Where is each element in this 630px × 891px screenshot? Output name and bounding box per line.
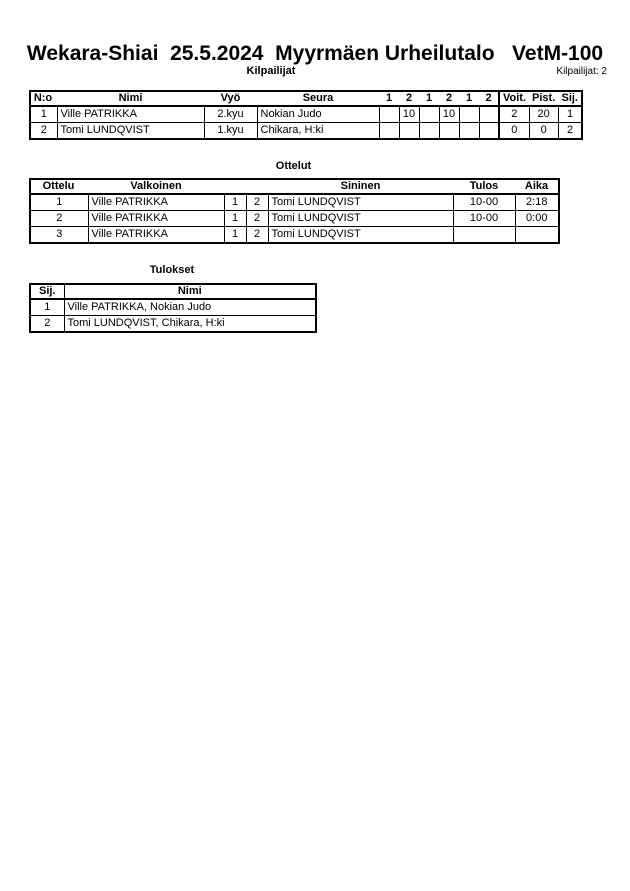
competitor-name: Tomi LUNDQVIST	[57, 123, 204, 140]
blue-player-number: 2	[246, 211, 268, 227]
match-row	[30, 211, 559, 227]
results-header-row	[30, 284, 316, 299]
score-cell	[399, 123, 419, 140]
col-header-score2: 2	[399, 91, 419, 106]
white-player-number: 1	[224, 194, 246, 211]
col-header-vyo: Vyö	[204, 91, 257, 106]
wins-cell: 0	[499, 123, 529, 140]
result-name-club: Ville PATRIKKA, Nokian Judo	[64, 299, 316, 316]
col-header-voit: Voit.	[499, 91, 529, 106]
match-number: 1	[30, 194, 88, 211]
col-header-score4: 2	[439, 91, 459, 106]
result-row	[30, 299, 316, 316]
result-placement: 2	[30, 316, 64, 333]
score-cell	[459, 123, 479, 140]
section-title-kilpailijat: Kilpailijat	[246, 65, 296, 77]
score-cell	[379, 123, 399, 140]
score-cell	[479, 123, 499, 140]
match-result	[453, 227, 515, 244]
white-player-number: 1	[224, 211, 246, 227]
col-header-spacer	[246, 179, 268, 194]
col-header-pist: Pist.	[529, 91, 558, 106]
competitor-club: Chikara, H:ki	[257, 123, 379, 140]
competitor-name: Ville PATRIKKA	[57, 106, 204, 123]
col-header-tulos: Tulos	[453, 179, 515, 194]
result-row	[30, 316, 316, 333]
match-time: 2:18	[515, 194, 559, 211]
col-header-score1: 1	[379, 91, 399, 106]
matches-table	[29, 178, 560, 244]
competitors-count: Kilpailijat: 2	[556, 66, 607, 77]
score-cell	[439, 123, 459, 140]
score-cell	[419, 123, 439, 140]
blue-player-name: Tomi LUNDQVIST	[268, 227, 453, 244]
match-number: 3	[30, 227, 88, 244]
score-cell	[379, 106, 399, 123]
col-header-ottelu: Ottelu	[30, 179, 88, 194]
section-title-tulokset: Tulokset	[149, 264, 195, 276]
white-player-number: 1	[224, 227, 246, 244]
col-header-sininen: Sininen	[268, 179, 453, 194]
placement-cell: 1	[558, 106, 582, 123]
match-result: 10-00	[453, 211, 515, 227]
page-title: Wekara-Shiai 25.5.2024 Myyrmäen Urheilutalo VetM-100	[26, 42, 604, 65]
match-number: 2	[30, 211, 88, 227]
white-player-name: Ville PATRIKKA	[88, 211, 224, 227]
white-player-name: Ville PATRIKKA	[88, 227, 224, 244]
col-header-score3: 1	[419, 91, 439, 106]
points-cell: 20	[529, 106, 558, 123]
score-cell: 10	[439, 106, 459, 123]
col-header-score6: 2	[479, 91, 499, 106]
competitor-number: 1	[30, 106, 57, 123]
result-placement: 1	[30, 299, 64, 316]
matches-header-row	[30, 179, 559, 194]
white-player-name: Ville PATRIKKA	[88, 194, 224, 211]
match-row	[30, 227, 559, 244]
col-header-sij: Sij.	[558, 91, 582, 106]
blue-player-name: Tomi LUNDQVIST	[268, 211, 453, 227]
wins-cell: 2	[499, 106, 529, 123]
blue-player-number: 2	[246, 227, 268, 244]
competitors-header-row	[30, 91, 582, 106]
col-header-seura: Seura	[257, 91, 379, 106]
score-cell	[419, 106, 439, 123]
blue-player-name: Tomi LUNDQVIST	[268, 194, 453, 211]
match-row	[30, 194, 559, 211]
match-time: 0:00	[515, 211, 559, 227]
match-result: 10-00	[453, 194, 515, 211]
placement-cell: 2	[558, 123, 582, 140]
results-table	[29, 283, 317, 333]
competitor-belt: 2.kyu	[204, 106, 257, 123]
col-header-spacer	[224, 179, 246, 194]
score-cell	[459, 106, 479, 123]
col-header-nimi: Nimi	[64, 284, 316, 299]
competitor-row	[30, 123, 582, 140]
col-header-sij: Sij.	[30, 284, 64, 299]
score-cell: 10	[399, 106, 419, 123]
col-header-no: N:o	[30, 91, 57, 106]
col-header-nimi: Nimi	[57, 91, 204, 106]
competitor-club: Nokian Judo	[257, 106, 379, 123]
competitors-table	[29, 90, 583, 140]
points-cell: 0	[529, 123, 558, 140]
score-cell	[479, 106, 499, 123]
col-header-score5: 1	[459, 91, 479, 106]
col-header-aika: Aika	[515, 179, 559, 194]
competitor-row	[30, 106, 582, 123]
section-title-ottelut: Ottelut	[275, 160, 312, 172]
match-time	[515, 227, 559, 244]
competitor-number: 2	[30, 123, 57, 140]
col-header-valkoinen: Valkoinen	[88, 179, 224, 194]
result-name-club: Tomi LUNDQVIST, Chikara, H:ki	[64, 316, 316, 333]
blue-player-number: 2	[246, 194, 268, 211]
competitor-belt: 1.kyu	[204, 123, 257, 140]
